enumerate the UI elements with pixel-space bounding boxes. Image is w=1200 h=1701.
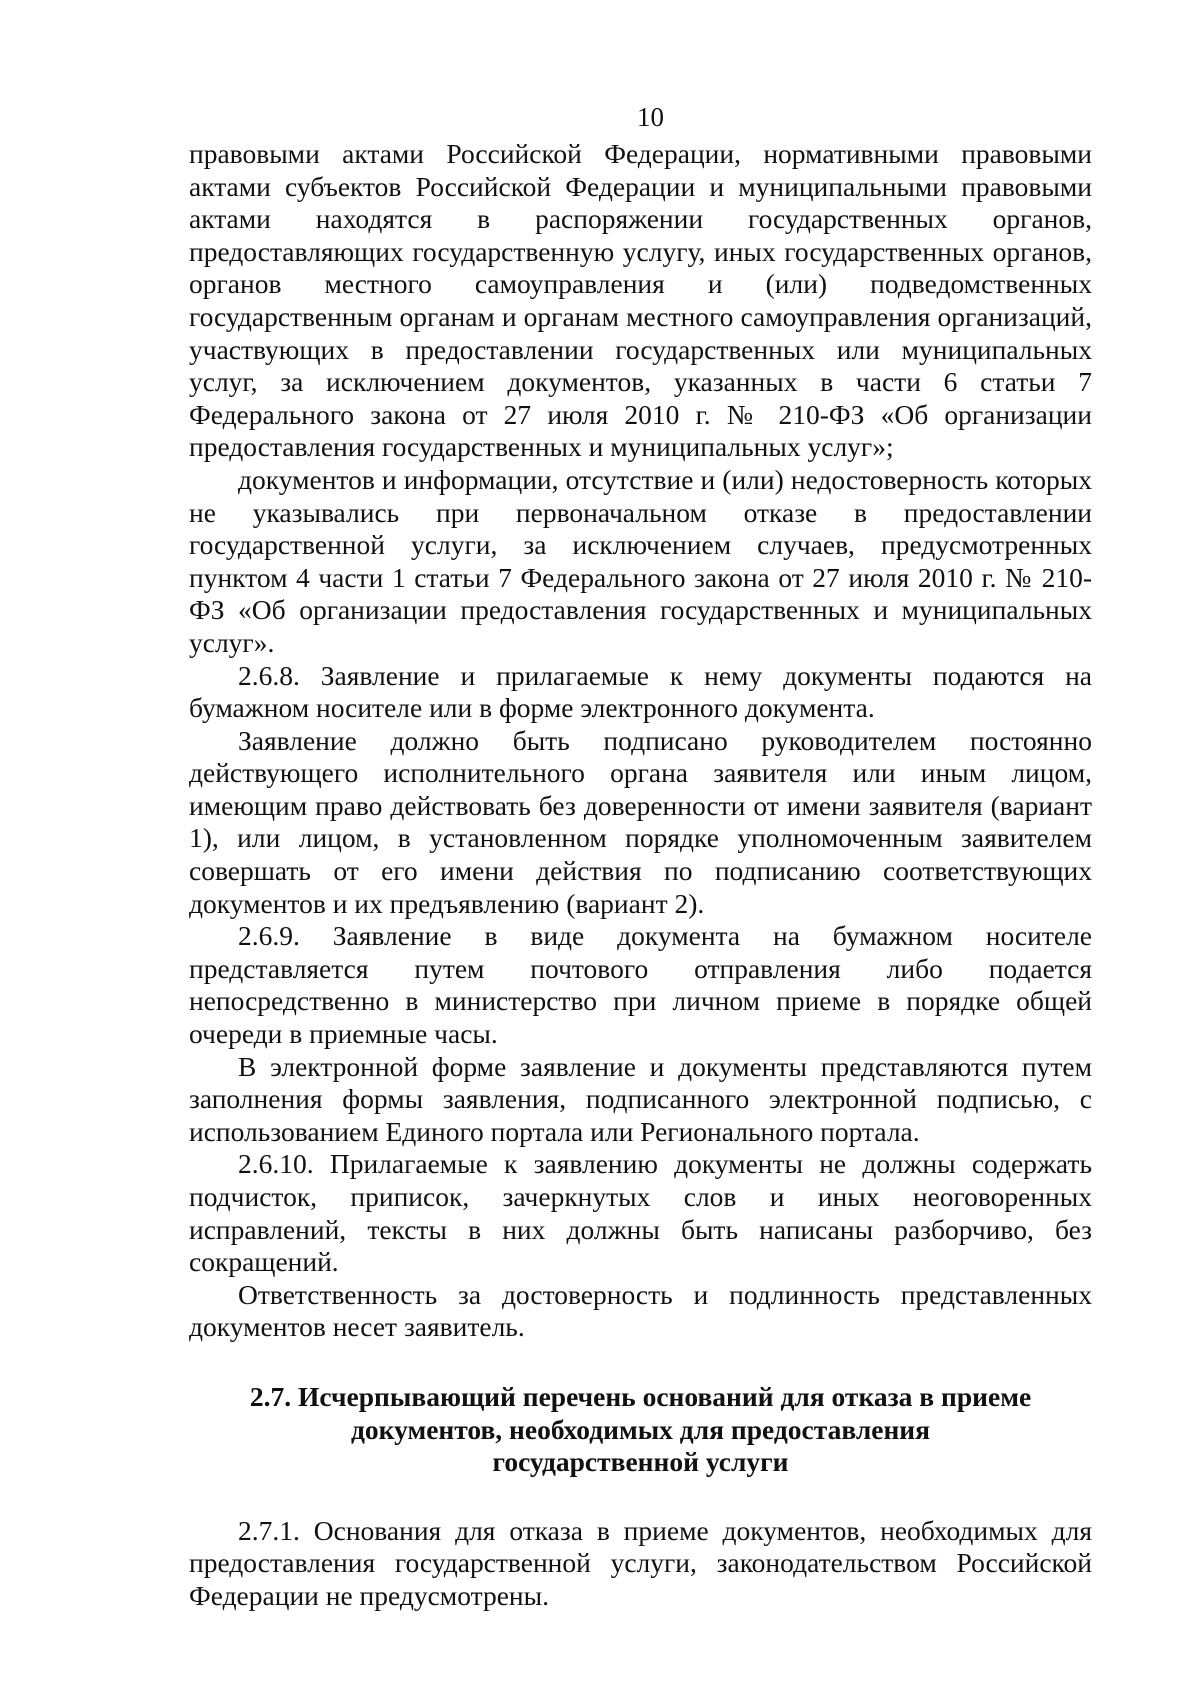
paragraph-documents-info: документов и информации, отсутствие и (или) недостоверность которых не указывались при первоначальном отказе в предоставлении государственной услуги, за исключением случаев, предусмотренных пунктом 4 части 1 статьи 7 Федерального закона от 27 июля 2010 г. № 210-ФЗ «Об организации предоставления государственных и муниципальных услуг». — [189, 463, 1092, 658]
paragraph-2-7-1: 2.7.1. Основания для отказа в приеме документов, необходимых для предоставления государственной услуги, законодательством Российской Федерации не предусмотрены. — [189, 1514, 1092, 1611]
paragraph-2-6-8: 2.6.8. Заявление и прилагаемые к нему документы подаются на бумажном носителе или в форме электронного документа. — [189, 659, 1092, 724]
paragraph-responsibility: Ответственность за достоверность и подлинность представленных документов несет заявитель. — [189, 1278, 1092, 1343]
section-heading-line-1: 2.7. Исчерпывающий перечень оснований для отказа в приеме — [249, 1380, 1032, 1412]
section-heading-2-7 — [189, 1381, 1092, 1479]
paragraph-2-6-9: 2.6.9. Заявление в виде документа на бумажном носителе представляется путем почтового отправления либо подается непосредственно в министерство при личном приеме в порядке общей очереди в приемные часы. — [189, 920, 1092, 1050]
paragraph-2-6-10: 2.6.10. Прилагаемые к заявлению документы не должны содержать подчисток, приписок, зачеркнутых слов и иных неоговоренных исправлений, тексты в них должны быть написаны разборчиво, без сокращений. — [189, 1148, 1092, 1278]
paragraph-electronic-form: В электронной форме заявление и документы представляются путем заполнения формы заявления, подписанного электронной подписью, с использованием Единого портала или Регионального портала. — [189, 1050, 1092, 1147]
document-page — [189, 100, 1092, 1613]
page-number: 10 — [637, 102, 664, 132]
section-heading-line-2: документов, необходимых для предоставления — [350, 1413, 931, 1445]
paragraph-continuation: правовыми актами Российской Федерации, нормативными правовыми актами субъектов Российской Федерации и муниципальными правовыми актами находятся в распоряжении государственных органов, предоставляющих государственную услугу, иных государственных органов, органов местного самоуправления и (или) подведомственных государственным органам и органам местного самоуправления организаций, участвующих в предоставлении государственных или муниципальных услуг, за исключением документов, указанных в части 6 статьи 7 Федерального закона от 27 июля 2010 г. № 210-ФЗ «Об организации предоставления государственных и муниципальных услуг»; — [189, 138, 1092, 463]
section-heading-line-3: государственной услуги — [492, 1446, 789, 1478]
paragraph-signature: Заявление должно быть подписано руководителем постоянно действующего исполнительного органа заявителя или иным лицом, имеющим право действовать без доверенности от имени заявителя (вариант 1), или лицом, в установленном порядке уполномоченным заявителем совершать от его имени действия по подписанию соответствующих документов и их предъявлению (вариант 2). — [189, 724, 1092, 919]
